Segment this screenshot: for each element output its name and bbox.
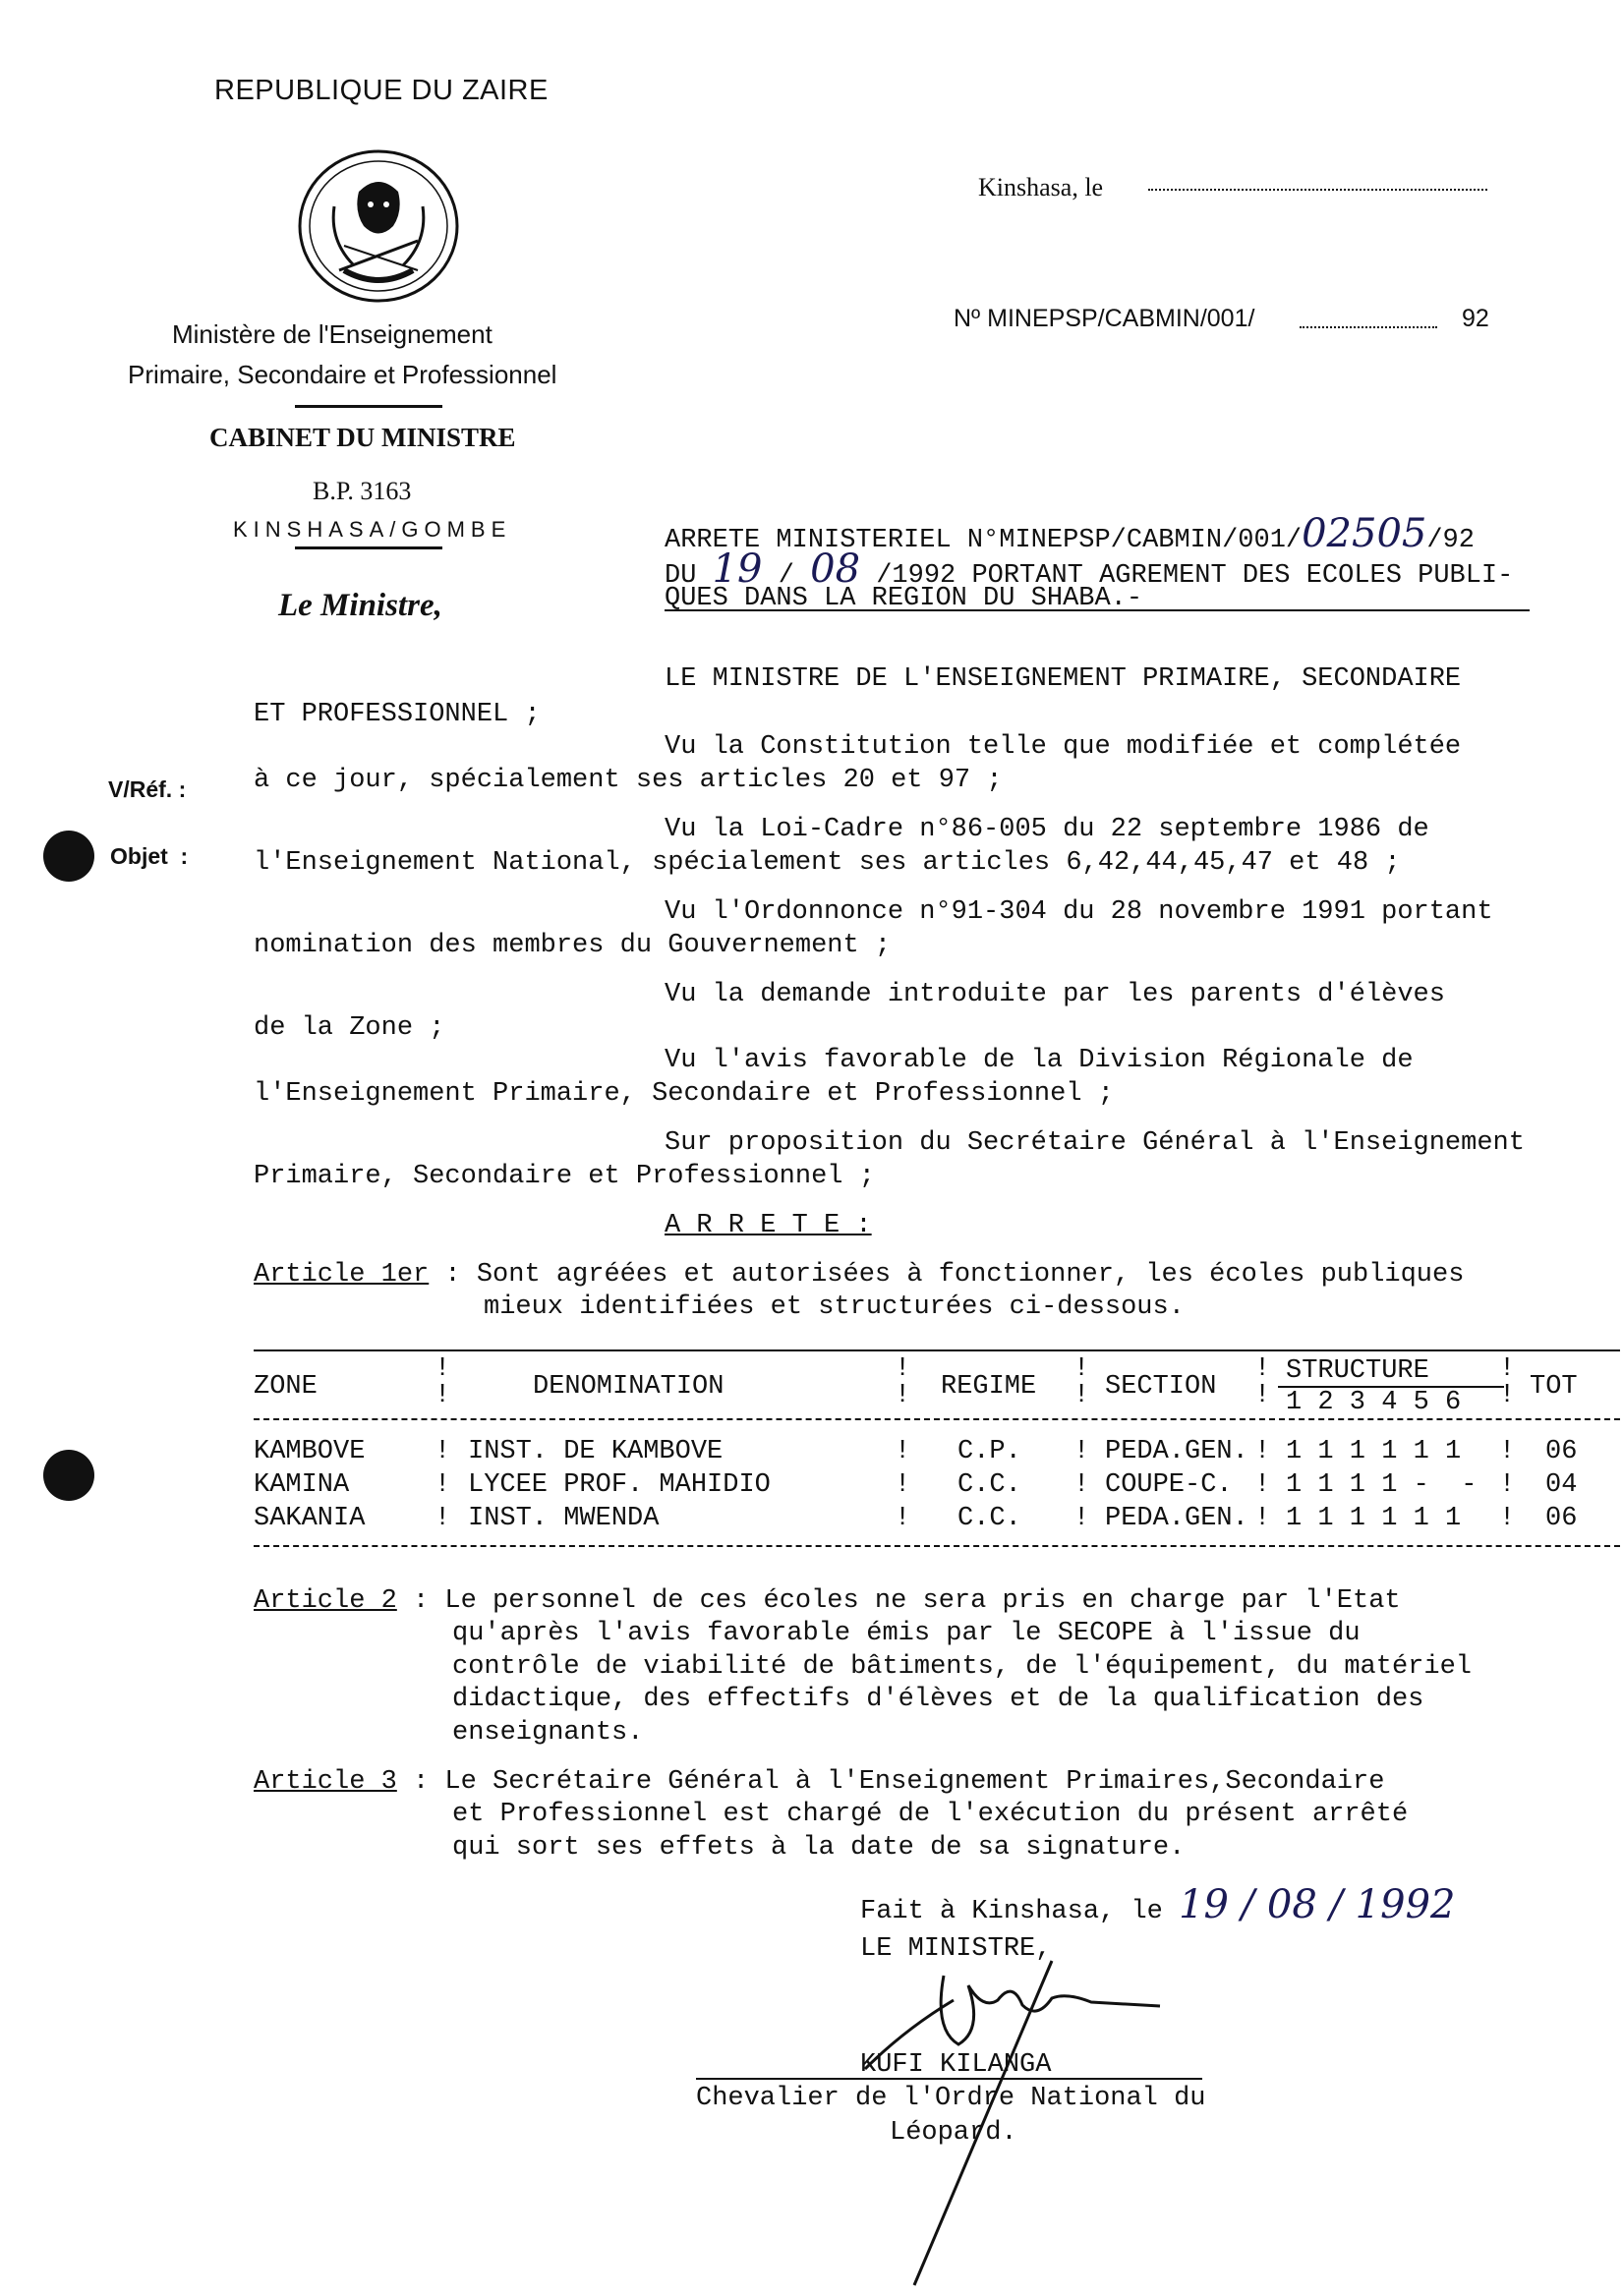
vu-ordonnance-cont: nomination des membres du Gouvernement ;: [254, 931, 892, 960]
table-header-structure: STRUCTURE: [1286, 1356, 1429, 1386]
cabinet-heading: CABINET DU MINISTRE: [209, 423, 516, 452]
article-3-label: Article 3: [254, 1767, 397, 1797]
column-separator: ! !: [1254, 1354, 1271, 1410]
article-2-label: Article 2: [254, 1586, 397, 1616]
article-2: [254, 1586, 1401, 1616]
article-3: [254, 1767, 1384, 1797]
minister-line-cont: ET PROFESSIONNEL ;: [254, 700, 541, 729]
vu-ordonnance: Vu l'Ordonnonce n°91-304 du 28 novembre 1991 portant: [665, 897, 1493, 927]
column-separator: !: [1499, 1504, 1516, 1533]
table-header-regime: REGIME: [941, 1372, 1037, 1402]
cell-structure: 1 1 1 1 1 1: [1286, 1437, 1462, 1466]
cell-regime: C.P.: [957, 1437, 1021, 1466]
article-2-cont: enseignants.: [452, 1718, 644, 1748]
table-header-structure-sub: 1 2 3 4 5 6: [1286, 1388, 1462, 1417]
handwritten-number: 02505: [1302, 511, 1427, 556]
column-separator: !: [895, 1437, 911, 1466]
cell-denomination: INST. DE KAMBOVE: [468, 1437, 724, 1466]
article-1-label: Article 1er: [254, 1260, 430, 1290]
vu-demande-cont: de la Zone ;: [254, 1013, 445, 1043]
article-1: [254, 1260, 1464, 1290]
column-separator: !: [1254, 1437, 1271, 1466]
column-separator: !: [435, 1504, 451, 1533]
table-header-rule: [254, 1418, 1620, 1420]
table-header-denomination: DENOMINATION: [533, 1372, 725, 1402]
vu-avis-cont: l'Enseignement Primaire, Secondaire et Professionnel ;: [254, 1079, 1114, 1109]
signature-rule: [696, 2078, 1202, 2080]
table-bottom-rule: [254, 1545, 1620, 1547]
cell-tot: 04: [1545, 1470, 1578, 1500]
vu-constitution: Vu la Constitution telle que modifiée et complétée: [665, 732, 1462, 762]
vu-loi-cadre-cont: l'Enseignement National, spécialement ses articles 6,42,44,45,47 et 48 ;: [254, 848, 1401, 878]
cell-zone: KAMINA: [254, 1470, 350, 1500]
signatory-name: KUFI KILANGA: [860, 2050, 1052, 2080]
sur-proposition-cont: Primaire, Secondaire et Professionnel ;: [254, 1162, 875, 1191]
table-top-rule: [254, 1349, 1620, 1351]
postal-box: B.P. 3163: [313, 477, 412, 505]
column-separator: !: [895, 1504, 911, 1533]
article-3-text: : Le Secrétaire Général à l'Enseignement Primaires,Secondaire: [396, 1767, 1385, 1797]
national-seal: [295, 147, 462, 305]
cell-zone: SAKANIA: [254, 1504, 366, 1533]
column-separator: !: [435, 1470, 451, 1500]
article-1-text: : Sont agréées et autorisées à fonctionner, les écoles publiques: [429, 1260, 1465, 1290]
cell-section: PEDA.GEN.: [1105, 1504, 1248, 1533]
article-2-cont: contrôle de viabilité de bâtiments, de l'équipement, du matériel: [452, 1652, 1472, 1682]
signatory-title: Chevalier de l'Ordre National du: [696, 2084, 1206, 2113]
column-separator: !: [1254, 1470, 1271, 1500]
article-3-cont: qui sort ses effets à la date de sa signature.: [452, 1833, 1186, 1863]
column-separator: ! !: [1499, 1354, 1516, 1410]
article-3-cont: et Professionnel est chargé de l'exécution du présent arrêté: [452, 1800, 1409, 1829]
cell-regime: C.C.: [957, 1504, 1021, 1533]
vu-constitution-cont: à ce jour, spécialement ses articles 20 et 97 ;: [254, 766, 1003, 795]
title-underline: [665, 609, 1530, 611]
cell-zone: KAMBOVE: [254, 1437, 366, 1466]
column-separator: !: [1073, 1504, 1090, 1533]
column-separator: ! !: [435, 1354, 451, 1410]
date-dotted-line: [1148, 189, 1487, 191]
city-line: KINSHASA/GOMBE: [233, 517, 512, 542]
vu-avis: Vu l'avis favorable de la Division Régionale de: [665, 1046, 1414, 1075]
ministry-line-2: Primaire, Secondaire et Professionnel: [128, 360, 557, 389]
handwritten-month: 08: [810, 546, 861, 592]
reference-year: 92: [1462, 305, 1489, 332]
fait-a-label: Fait à Kinshasa, le: [860, 1897, 1180, 1926]
reference-number: Nº MINEPSP/CABMIN/001/: [954, 305, 1255, 332]
column-separator: ! !: [1073, 1354, 1090, 1410]
signatory-title-cont: Léopard.: [890, 2118, 1017, 2148]
ministry-line-1: Ministère de l'Enseignement: [172, 319, 493, 349]
vref-label: V/Réf. :: [108, 776, 187, 802]
column-separator: !: [1499, 1437, 1516, 1466]
republic-heading: REPUBLIQUE DU ZAIRE: [214, 75, 549, 106]
column-separator: !: [1073, 1470, 1090, 1500]
title-text: DU: [665, 561, 713, 591]
vu-loi-cadre: Vu la Loi-Cadre n°86-005 du 22 septembre 1986 de: [665, 815, 1429, 844]
column-separator: !: [895, 1470, 911, 1500]
cell-section: COUPE-C.: [1105, 1470, 1233, 1500]
title-text: /1992 PORTANT AGREMENT DES ECOLES PUBLI-: [860, 561, 1514, 591]
column-separator: !: [1073, 1437, 1090, 1466]
reference-dotted-line: [1300, 326, 1437, 328]
column-separator: !: [1254, 1504, 1271, 1533]
cell-denomination: LYCEE PROF. MAHIDIO: [468, 1470, 771, 1500]
article-2-cont: didactique, des effectifs d'élèves et de la qualification des: [452, 1685, 1424, 1714]
title-text: ARRETE MINISTERIEL N°MINEPSP/CABMIN/001/: [665, 526, 1303, 555]
punch-hole: [43, 831, 94, 882]
cell-tot: 06: [1545, 1437, 1578, 1466]
vu-demande: Vu la demande introduite par les parents d'élèves: [665, 980, 1445, 1009]
cell-denomination: INST. MWENDA: [468, 1504, 660, 1533]
arrete-heading: A R R E T E :: [665, 1211, 872, 1240]
cell-structure: 1 1 1 1 1 1: [1286, 1504, 1462, 1533]
signatory-heading: LE MINISTRE,: [860, 1934, 1052, 1964]
decree-title-line-3: QUES DANS LA REGION DU SHABA.-: [665, 584, 1143, 613]
handwritten-day: 19: [712, 546, 763, 592]
column-separator: !: [1499, 1470, 1516, 1500]
article-2-cont: qu'après l'avis favorable émis par le SECOPE à l'issue du: [452, 1619, 1361, 1648]
cell-tot: 06: [1545, 1504, 1578, 1533]
article-2-text: : Le personnel de ces écoles ne sera pris en charge par l'Etat: [396, 1586, 1401, 1616]
objet-label: Objet :: [110, 843, 189, 869]
column-separator: !: [435, 1437, 451, 1466]
cell-section: PEDA.GEN.: [1105, 1437, 1248, 1466]
place-date-label: Kinshasa, le: [978, 173, 1104, 201]
handwritten-signing-date: 19 / 08 / 1992: [1179, 1882, 1456, 1927]
cell-regime: C.C.: [957, 1470, 1021, 1500]
cell-structure: 1 1 1 1 - -: [1286, 1470, 1478, 1500]
le-ministre-heading: Le Ministre,: [278, 588, 442, 623]
column-separator: ! !: [895, 1354, 911, 1410]
title-text: /: [762, 561, 811, 591]
title-text: /92: [1426, 526, 1475, 555]
table-header-tot: TOT: [1530, 1372, 1578, 1402]
punch-hole: [43, 1450, 94, 1501]
divider: [295, 405, 442, 408]
table-header-section: SECTION: [1105, 1372, 1217, 1402]
minister-line: LE MINISTRE DE L'ENSEIGNEMENT PRIMAIRE, SECONDAIRE: [665, 664, 1462, 694]
divider: [295, 546, 442, 549]
article-1-cont: mieux identifiées et structurées ci-dessous.: [484, 1292, 1185, 1322]
sur-proposition: Sur proposition du Secrétaire Général à l'Enseignement: [665, 1128, 1525, 1158]
table-header-zone: ZONE: [254, 1372, 318, 1402]
